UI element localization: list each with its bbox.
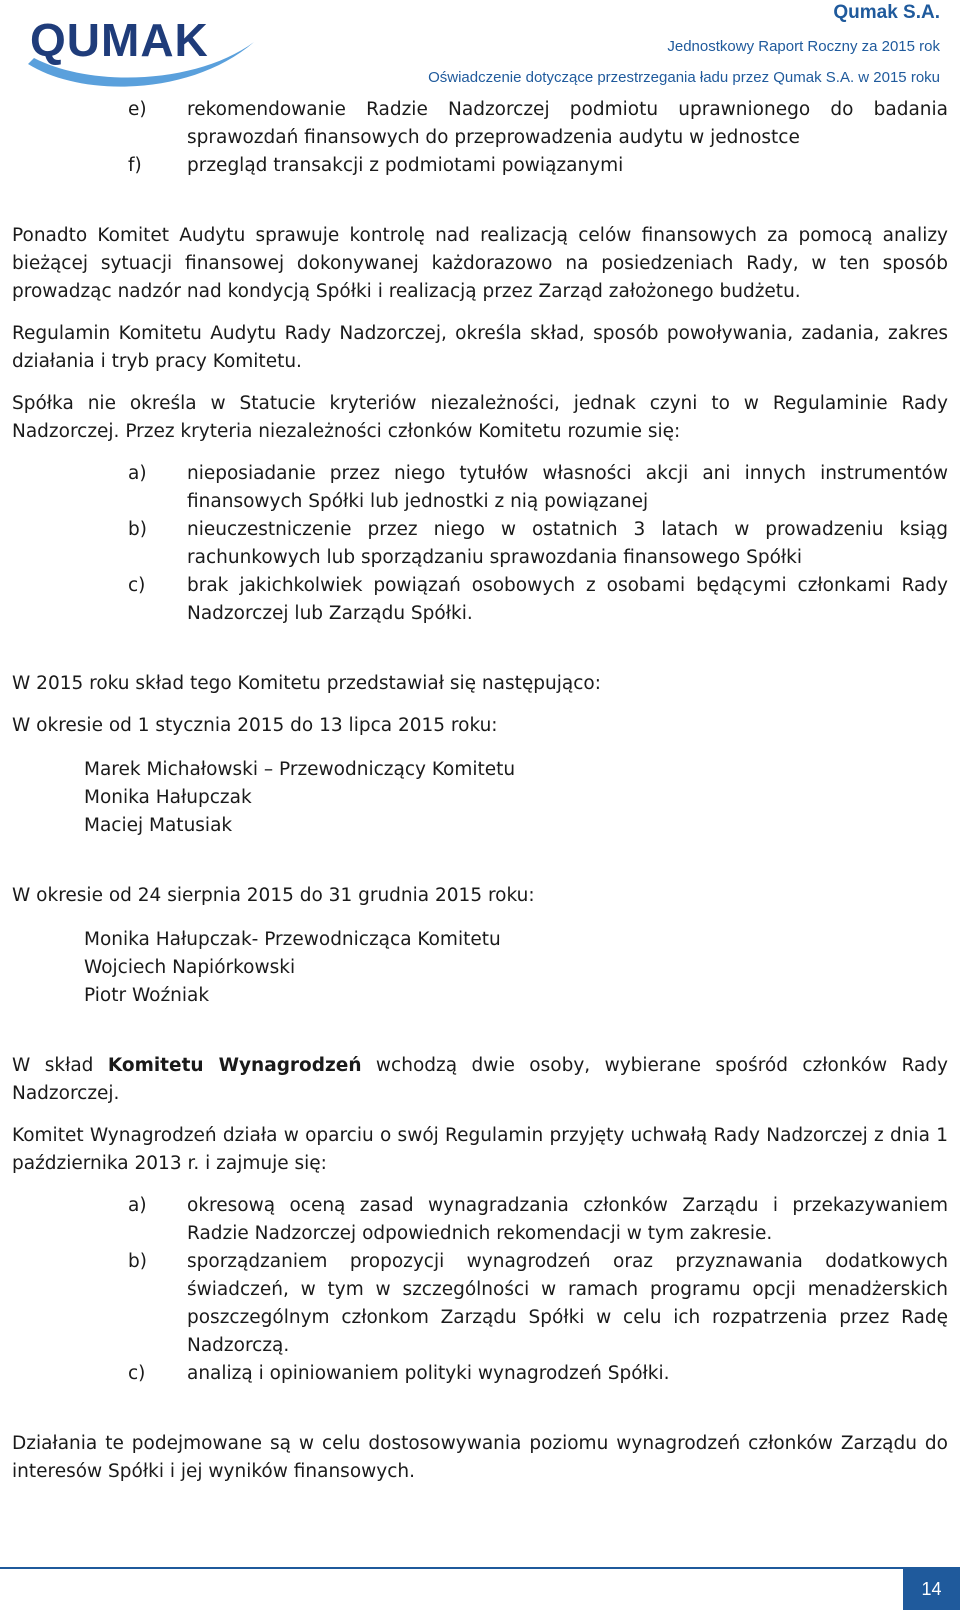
paragraph-independence-criteria: Spółka nie określa w Statucie kryteriów niezależności, jednak czyni to w Regulaminie Rady Nadzorczej. Przez kryteria niezależności członków Komitetu rozumie się: <box>12 393 948 442</box>
list-text: przegląd transakcji z podmiotami powiązanymi <box>187 155 624 176</box>
paragraph-period-2: W okresie od 24 sierpnia 2015 do 31 grudnia 2015 roku: <box>12 885 535 906</box>
list-text: brak jakichkolwiek powiązań osobowych z osobami będącymi członkami Rady Nadzorczej lub Zarządu Spółki. <box>187 575 948 624</box>
paragraph-audit-control: Ponadto Komitet Audytu sprawuje kontrolę nad realizacją celów finansowych za pomocą analizy bieżącej sytuacji finansowej dokonywanej każdorazowo na posiedzeniach Rady, w ten sposób prowadząc nadzór nad kondycją Spółki i realizacją przez Zarząd założonego budżetu. <box>12 225 948 302</box>
paragraph-composition-intro: W 2015 roku skład tego Komitetu przedstawiał się następująco: <box>12 673 601 694</box>
page-number: 14 <box>903 1568 960 1610</box>
list-item-a <box>12 1192 948 1248</box>
logo-text: QUMAK <box>30 14 209 66</box>
member-name: Wojciech Napiórkowski <box>84 957 296 978</box>
list-label: f) <box>128 155 142 176</box>
list-item-b <box>12 516 948 572</box>
list-text: rekomendowanie Radzie Nadzorczej podmiotu uprawnionego do badania sprawozdań finansowych do przeprowadzenia audytu w jednostce <box>187 99 948 148</box>
member-list-period-1 <box>12 756 948 840</box>
member-list-period-2 <box>12 926 948 1010</box>
footer-divider <box>0 1567 960 1569</box>
header-statement-title: Oświadczenie dotyczące przestrzegania ładu przez Qumak S.A. w 2015 roku <box>428 69 940 86</box>
list-item-c <box>12 1360 948 1388</box>
document-body <box>12 96 948 1486</box>
list-label: c) <box>128 1363 146 1384</box>
member-name: Maciej Matusiak <box>84 815 233 836</box>
header-company: Qumak S.A. <box>833 2 940 23</box>
list-text: nieposiadanie przez niego tytułów własności akcji ani innych instrumentów finansowych Spółki lub jednostki z nią powiązanej <box>187 463 948 512</box>
list-text: sporządzaniem propozycji wynagrodzeń oraz przyznawania dodatkowych świadczeń, w tym w szczególności w ramach programu opcji menadżerskich poszczególnym członkom Zarządu Spółki w celu ich rozpatrzenia przez Radę Nadzorczą. <box>187 1251 948 1356</box>
list-text: nieuczestniczenie przez niego w ostatnich 3 latach w prowadzeniu ksiąg rachunkowych lub sporządzaniu sprawozdania finansowego Spółki <box>187 519 948 568</box>
member-name: Monika Hałupczak <box>84 787 252 808</box>
qumak-logo <box>22 6 262 94</box>
header-report-title: Jednostkowy Raport Roczny za 2015 rok <box>667 38 940 55</box>
list-label: a) <box>128 463 147 484</box>
remuneration-committee-name: Komitetu Wynagrodzeń <box>107 1055 362 1076</box>
member-name: Marek Michałowski – Przewodniczący Komitetu <box>84 759 516 780</box>
list-item-b <box>12 1248 948 1360</box>
paragraph-remuneration-committee <box>12 1052 948 1108</box>
list-item-f <box>12 152 948 180</box>
list-item-a <box>12 460 948 516</box>
paragraph-remuneration-regulations: Komitet Wynagrodzeń działa w oparciu o swój Regulamin przyjęty uchwałą Rady Nadzorczej z dnia 1 października 2013 r. i zajmuje się: <box>12 1125 948 1174</box>
paragraph-closing: Działania te podejmowane są w celu dostosowywania poziomu wynagrodzeń członków Zarządu do interesów Spółki i jej wyników finansowych. <box>12 1433 948 1482</box>
list-text: analizą i opiniowaniem polityki wynagrodzeń Spółki. <box>187 1363 670 1384</box>
list-label: a) <box>128 1195 147 1216</box>
list-item-e <box>12 96 948 152</box>
remuneration-pre: W skład <box>12 1055 108 1076</box>
paragraph-period-1: W okresie od 1 stycznia 2015 do 13 lipca 2015 roku: <box>12 715 498 736</box>
list-text: okresową oceną zasad wynagradzania członków Zarządu i przekazywaniem Radzie Nadzorczej odpowiednich rekomendacji w tym zakresie. <box>187 1195 948 1244</box>
list-label: c) <box>128 575 146 596</box>
member-name: Piotr Woźniak <box>84 985 210 1006</box>
remuneration-post: wchodzą dwie osoby, wybierane spośród członków Rady Nadzorczej. <box>12 1055 949 1104</box>
list-label: b) <box>128 519 147 540</box>
list-label: b) <box>128 1251 147 1272</box>
paragraph-audit-regulations: Regulamin Komitetu Audytu Rady Nadzorczej, określa skład, sposób powoływania, zadania, zakres działania i tryb pracy Komitetu. <box>12 323 948 372</box>
list-item-c <box>12 572 948 628</box>
list-label: e) <box>128 99 147 120</box>
member-name: Monika Hałupczak- Przewodnicząca Komitetu <box>84 929 501 950</box>
